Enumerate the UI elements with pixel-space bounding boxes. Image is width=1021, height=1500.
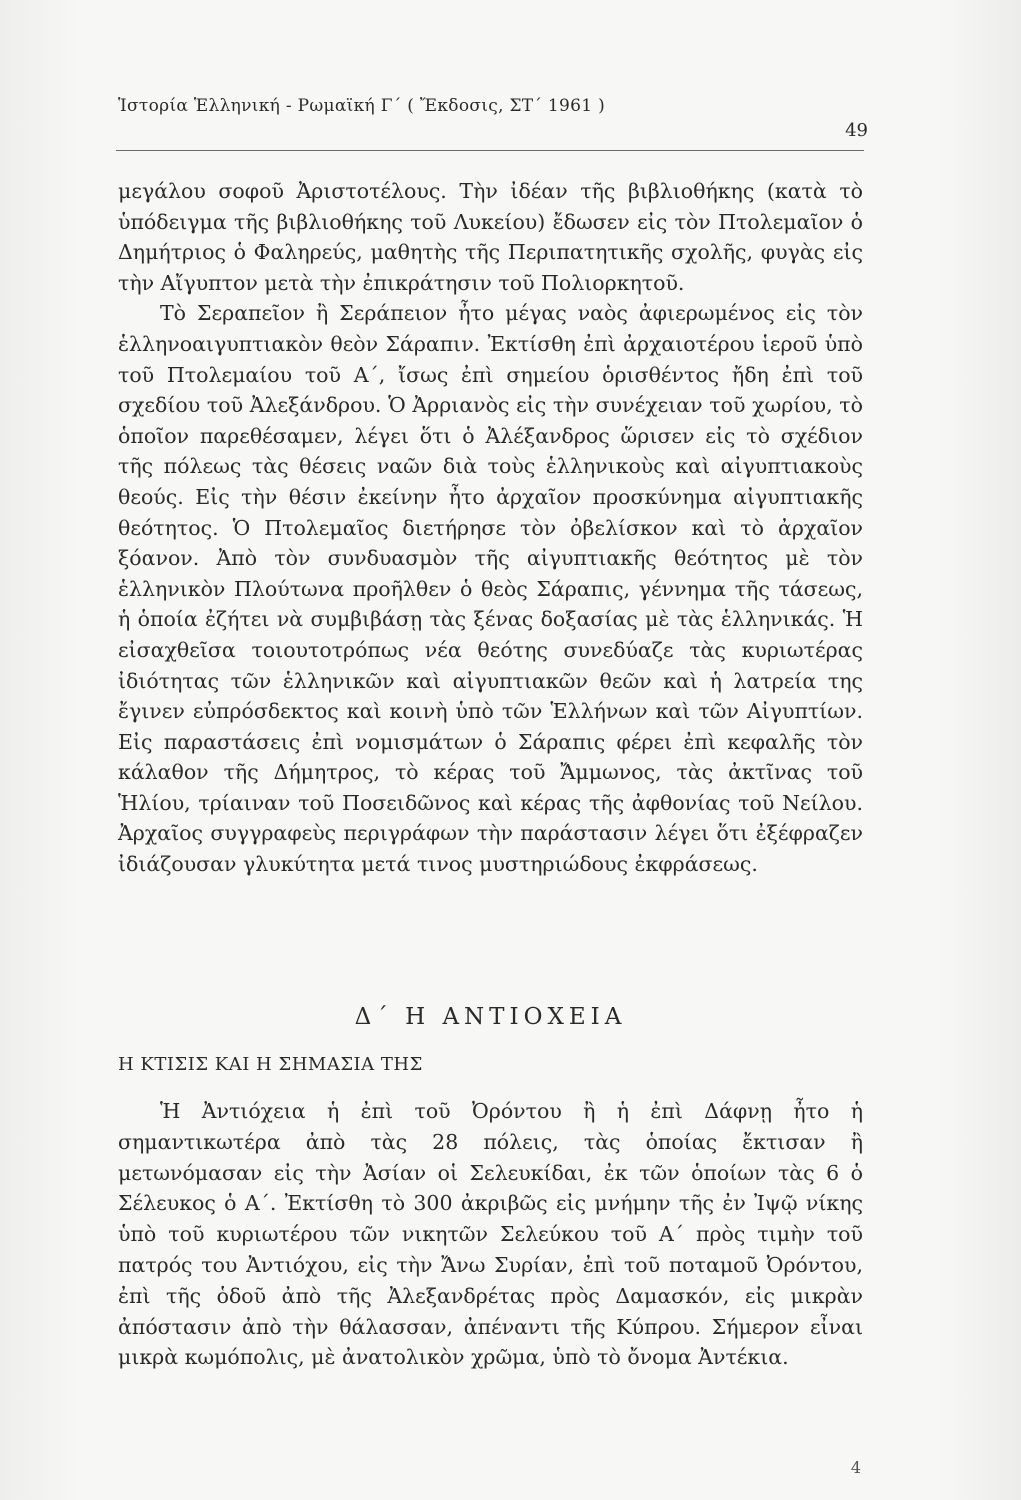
running-header-title: Ἱστορία Ἑλληνική - Ρωμαϊκή Γ΄ ( Ἔκδοσις, ΣΤ΄ 1961 ) bbox=[118, 96, 606, 116]
header-rule bbox=[116, 150, 864, 151]
page-number: 49 bbox=[845, 120, 868, 141]
section-heading: Η ΚΤΙΣΙΣ ΚΑΙ Η ΣΗΜΑΣΙΑ ΤΗΣ bbox=[118, 1054, 423, 1075]
printer-sheet-mark: 4 bbox=[850, 1458, 861, 1477]
chapter-title: Δ΄ Η ΑΝΤΙΟΧΕΙΑ bbox=[354, 1004, 627, 1030]
chapter-text-block bbox=[118, 1096, 863, 1373]
paragraph-library: μεγάλου σοφοῦ Ἀριστοτέλους. Τὴν ἰδέαν τῆς βιβλιοθήκης (κατὰ τὸ ὑπόδειγμα τῆς βιβλιοθήκης τοῦ Λυκείου) ἔδωσεν εἰς τὸν Πτολεμαῖον ὁ Δημήτριος ὁ Φαληρεύς, μαθητὴς τῆς Περιπατητικῆς σχολῆς, φυγὰς εἰς τὴν Αἴγυπτον μετὰ τὴν ἐπικράτησιν τοῦ Πολιορκητοῦ. bbox=[118, 179, 863, 295]
paragraph-antioch: Ἡ Ἀντιόχεια ἡ ἐπὶ τοῦ Ὀρόντου ἢ ἡ ἐπὶ Δάφνῃ ἦτο ἡ σημαντικωτέρα ἀπὸ τὰς 28 πόλεις, τὰς ὁποίας ἔκτισαν ἢ μετωνόμασαν εἰς τὴν Ἀσίαν οἱ Σελευκίδαι, ἐκ τῶν ὁποίων τὰς 6 ὁ Σέλευκος ὁ Α΄. Ἐκτίσθη τὸ 300 ἀκριβῶς εἰς μνήμην τῆς ἐν Ἰψῷ νίκης ὑπὸ τοῦ κυριωτέρου τῶν νικητῶν Σελεύκου τοῦ Α΄ πρὸς τιμὴν τοῦ πατρός του Ἀντιόχου, εἰς τὴν Ἄνω Συρίαν, ἐπὶ τοῦ ποταμοῦ Ὀρόντου, ἐπὶ τῆς ὁδοῦ ἀπὸ τῆς Ἀλεξανδρέτας πρὸς Δαμασκόν, εἰς μικρὰν ἀπόστασιν ἀπὸ τὴν θάλασσαν, ἀπέναντι τῆς Κύπρου. Σήμερον εἶναι μικρὰ κωμόπολις, μὲ ἀνατολικὸν χρῶμα, ὑπὸ τὸ ὄνομα Ἀντέκια. bbox=[118, 1099, 863, 1370]
paragraph-serapeum: Τὸ Σεραπεῖον ἢ Σεράπειον ἦτο μέγας ναὸς ἀφιερωμένος εἰς τὸν ἑλληνοαιγυπτιακὸν θεὸν Σάραπιν. Ἐκτίσθη ἐπὶ ἀρχαιοτέρου ἱεροῦ ὑπὸ τοῦ Πτολεμαίου τοῦ Α΄, ἴσως ἐπὶ σημείου ὁρισθέντος ἤδη ἐπὶ τοῦ σχεδίου τοῦ Ἀλεξάνδρου. Ὁ Ἀρριανὸς εἰς τὴν συνέχειαν τοῦ χωρίου, τὸ ὁποῖον παρεθέσαμεν, λέγει ὅτι ὁ Ἀλέξανδρος ὥρισεν εἰς τὸ σχέδιον τῆς πόλεως τὰς θέσεις ναῶν διὰ τοὺς ἑλληνικοὺς καὶ αἰγυπτιακοὺς θεούς. Εἰς τὴν θέσιν ἐκείνην ἦτο ἀρχαῖον προσκύνημα αἰγυπτιακῆς θεότητος. Ὁ Πτολεμαῖος διετήρησε τὸν ὀβελίσκον καὶ τὸ ἀρχαῖον ξόανον. Ἀπὸ τὸν συνδυασμὸν τῆς αἰγυπτιακῆς θεότητος μὲ τὸν ἑλληνικὸν Πλούτωνα προῆλθεν ὁ θεὸς Σάραπις, γέννημα τῆς τάσεως, ἡ ὁποία ἐζήτει νὰ συμβιβάσῃ τὰς ξένας δοξασίας μὲ τὰς ἑλληνικάς. Ἡ εἰσαχθεῖσα τοιουτοτρόπως νέα θεότης συνεδύαζε τὰς κυριωτέρας ἰδιότητας τῶν ἑλληνικῶν καὶ αἰγυπτιακῶν θεῶν καὶ ἡ λατρεία της ἔγινεν εὐπρόσδεκτος καὶ κοινὴ ὑπὸ τῶν Ἑλλήνων καὶ τῶν Αἰγυπτίων. Εἰς παραστάσεις ἐπὶ νομισμάτων ὁ Σάραπις φέρει ἐπὶ κεφαλῆς τὸν κάλαθον τῆς Δήμητρος, τὸ κέρας τοῦ Ἄμμωνος, τὰς ἀκτῖνας τοῦ Ἡλίου, τρίαιναν τοῦ Ποσειδῶνος καὶ κέρας τῆς ἀφθονίας τοῦ Νείλου. Ἀρχαῖος συγγραφεὺς περιγράφων τὴν παράστασιν λέγει ὅτι ἐξέφραζεν ἰδιάζουσαν γλυκύτητα μετά τινος μυστηριώδους ἐκφράσεως. bbox=[118, 301, 863, 877]
main-text-block bbox=[118, 176, 863, 880]
